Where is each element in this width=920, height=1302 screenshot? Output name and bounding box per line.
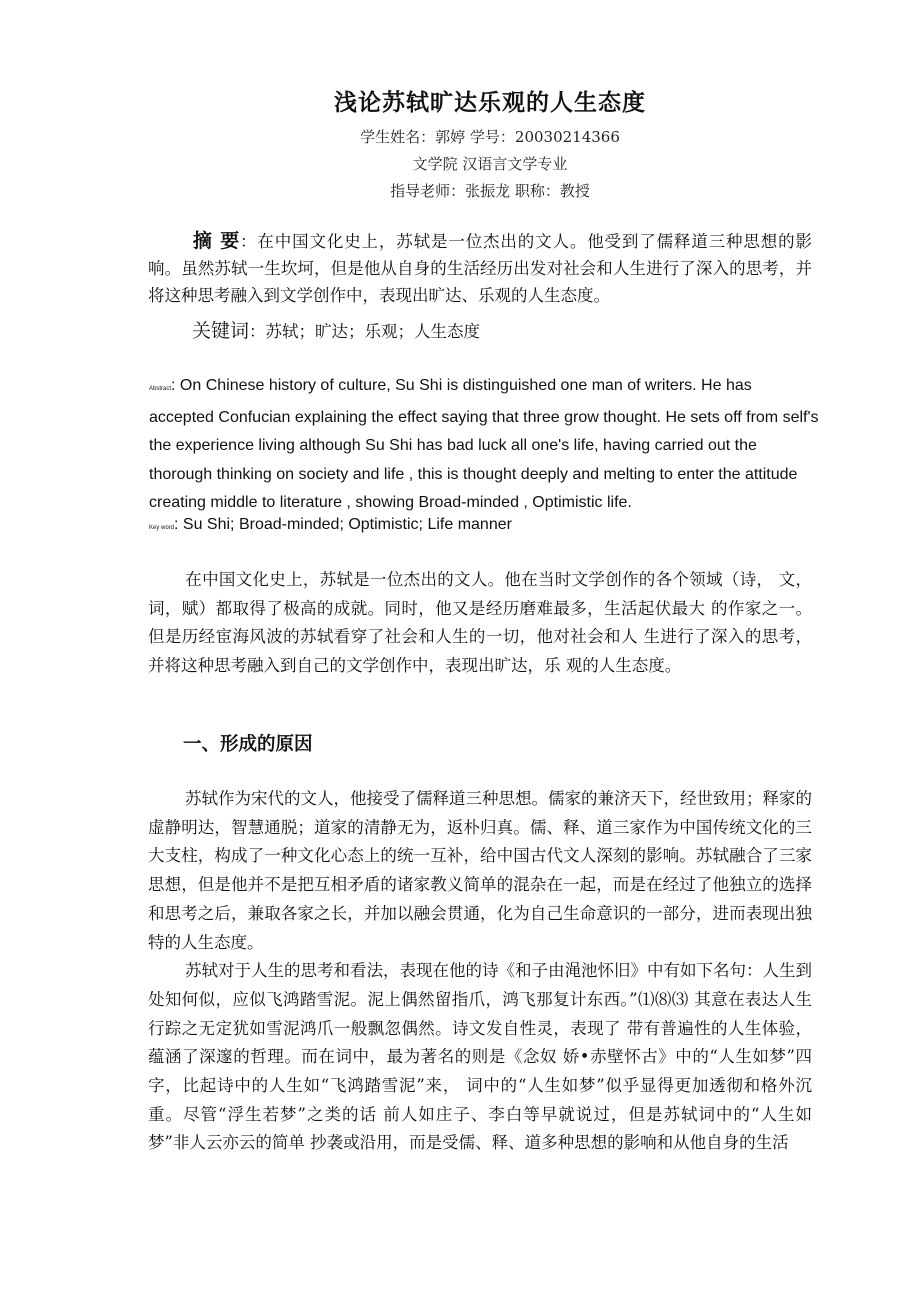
abstract-label: Abstract (149, 386, 172, 392)
paragraph (148, 957, 812, 1158)
paragraph-text: 苏轼作为宋代的文人，他接受了儒释道三种思想。儒家的兼济天下，经世致用；释家的虚静明达，智慧通脱；道家的清静无为，返朴归真。儒、释、道三家作为中国传统文化的三大支柱，构成了一种文化心态上的统一互补，给中国古代文人深刻的影响。苏轼融合了三家思想，但是他并不是把互相矛盾的诸家教义简单的混杂在一起，而是在经过了他独立的选择和思考之后，兼取各家之长，并加以融会贯通，化为自己生命意识的一部分，进而表现出独特的人生态度。 (148, 789, 812, 952)
abstract-heading: 摘 要 (192, 230, 241, 252)
english-keywords-text: : Su Shi; Broad-minded; Optimistic; Life manner (174, 516, 512, 533)
english-keywords (149, 516, 512, 534)
college-info: 文学院 汉语言文学专业 (412, 155, 568, 173)
english-abstract (149, 372, 821, 518)
intro-paragraph (148, 566, 812, 681)
section-heading: 一、形成的原因 (183, 734, 313, 755)
keyword-label: Key word (149, 525, 175, 531)
intro-text: 在中国文化史上，苏轼是一位杰出的文人。他在当时文学创作的各个领域（诗， 文，词，赋）都取得了极高的成就。同时，他又是经历磨难最多，生活起伏最大 的作家之一。但是历经宦海风波的苏轼看穿了社会和人生的一切，他对社会和人 生进行了深入的思考，并将这种思考融入到自己的文学创作中，表现出旷达，乐 观的人生态度。 (148, 570, 812, 676)
paper-title: 浅论苏轼旷达乐观的人生态度 (334, 89, 646, 116)
paragraph (148, 785, 812, 957)
chinese-abstract (148, 228, 812, 309)
advisor-info: 指导老师：张振龙 职称：教授 (390, 182, 590, 200)
section-body (148, 785, 812, 1158)
english-abstract-text: : On Chinese history of culture, Su Shi is distinguished one man of writers. He has accepted Confucian explaining the effect saying that three grow thought. He sets off from self's the experience living although Su Shi has bad luck all one's life, having carried out the thorough thinking on society and life , this is thought deeply and melting to enter the attitude creating middle to literature , showing Broad-minded , Optimistic life. (149, 377, 819, 511)
student-info: 学生姓名：郭婷 学号：20030214366 (360, 128, 620, 146)
keywords-text: ：苏轼；旷达；乐观；人生态度 (249, 322, 481, 341)
paragraph-text: 苏轼对于人生的思考和看法，表现在他的诗《和子由渑池怀旧》中有如下名句：人生到处知何似，应似飞鸿踏雪泥。泥上偶然留指爪，鸿飞那复计东西。”⑴⑻⑶ 其意在表达人生行踪之无定犹如雪泥鸿爪一般飘忽偶然。诗文发自性灵，表现了 带有普遍性的人生体验，蕴涵了深邃的哲理。而在词中，最为著名的则是《念奴 娇•赤壁怀古》中的“人生如梦”四字，比起诗中的人生如“飞鸿踏雪泥”来， 词中的“人生如梦”似乎显得更加透彻和格外沉重。尽管“浮生若梦”之类的话 前人如庄子、李白等早就说过，但是苏轼词中的“人生如梦”非人云亦云的简单 抄袭或沿用，而是受儒、释、道多种思想的影响和从他自身的生活 (148, 961, 812, 1153)
chinese-keywords (192, 316, 480, 343)
abstract-text: ：在中国文化史上，苏轼是一位杰出的文人。他受到了儒释道三种思想的影响。虽然苏轼一生坎坷，但是他从自身的生活经历出发对社会和人生进行了深入的思考，并将这种思考融入到文学创作中，表现出旷达、乐观的人生态度。 (148, 232, 812, 305)
keywords-heading: 关键词 (192, 320, 250, 342)
